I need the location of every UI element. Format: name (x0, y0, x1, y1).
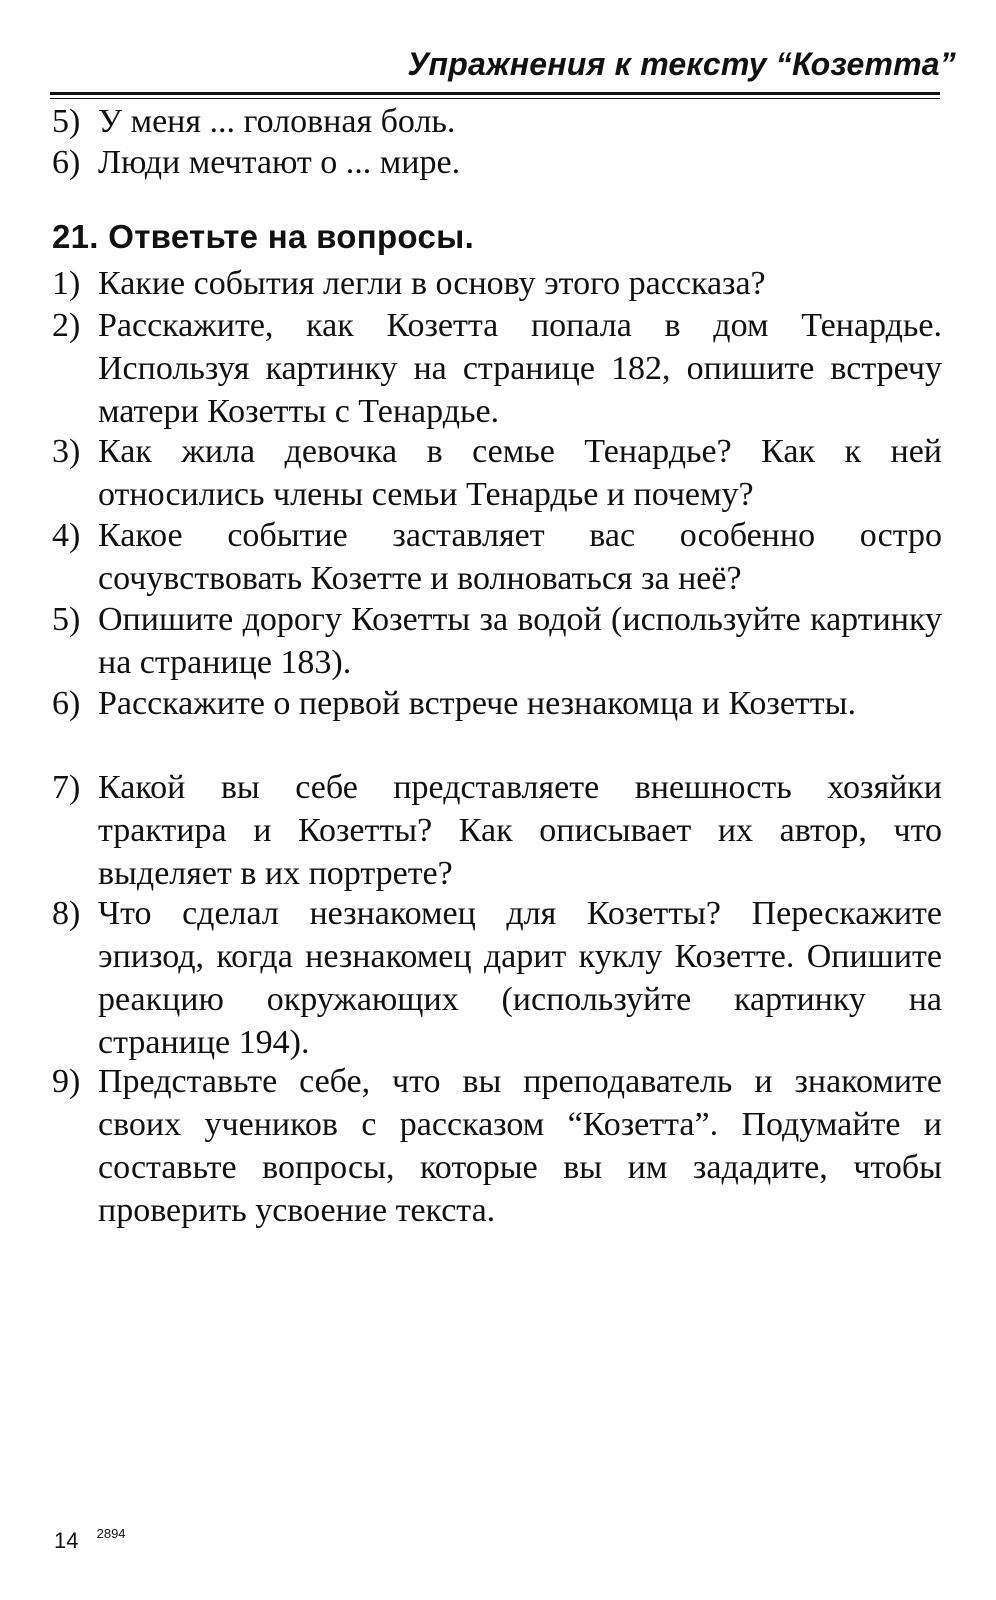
question-number: 5) (52, 601, 81, 638)
question-number: 6) (52, 685, 81, 722)
question-item (52, 262, 942, 305)
question-number: 7) (52, 769, 81, 806)
question-text: Расскажите о первой встрече незнакомца и Козетты. (98, 685, 856, 722)
question-text: Что сделал незнакомец для Козетты? Перескажите эпизод, когда незнакомец дарит куклу Козетте. Опишите реакцию окружающих (используйте картинку на странице 194). (98, 895, 942, 1061)
header-rule-thin (50, 98, 940, 99)
exercise-heading: 21. Ответьте на вопросы. (52, 218, 475, 255)
question-text: Какое событие заставляет вас особенно остро сочувствовать Козетте и волноваться за неё? (98, 517, 942, 597)
print-code: 2894 (96, 1526, 126, 1541)
question-text: Опишите дорогу Козетты за водой (используйте картинку на странице 183). (98, 601, 942, 681)
question-text: Какие события легли в основу этого рассказа? (98, 265, 766, 302)
item-number: 6) (52, 144, 81, 181)
question-text: Как жила девочка в семье Тенардье? Как к ней относились члены семьи Тенардье и почему? (98, 433, 942, 513)
question-number: 1) (52, 265, 81, 302)
question-item (52, 598, 942, 684)
running-head: Упражнения к тексту “Козетта” (407, 46, 956, 82)
question-number: 3) (52, 433, 81, 470)
question-text: Расскажите, как Козетта попала в дом Тенардье. Используя картинку на странице 182, опишите встречу матери Козетты с Тенардье. (98, 307, 942, 430)
question-item (52, 1060, 942, 1232)
question-item (52, 514, 942, 600)
question-item (52, 766, 942, 895)
question-text: Представьте себе, что вы преподаватель и знакомите своих учеников с рассказом “Козетта”. Подумайте и составьте вопросы, которые вы им зададите, чтобы проверить усвоение текста. (98, 1063, 942, 1229)
question-item (52, 430, 942, 516)
item-text: У меня ... головная боль. (98, 103, 456, 140)
header-rule (50, 92, 940, 95)
item-number: 5) (52, 103, 81, 140)
list-item (52, 141, 942, 184)
question-item (52, 892, 942, 1064)
item-text: Люди мечтают о ... мире. (98, 144, 461, 181)
question-item (52, 304, 942, 433)
question-number: 9) (52, 1063, 81, 1100)
question-number: 4) (52, 517, 81, 554)
page-footer (54, 1528, 126, 1554)
list-item (52, 100, 942, 143)
question-text: Какой вы себе представляете внешность хозяйки трактира и Козетты? Как описывает их автор, что выделяет в их портрете? (98, 769, 942, 892)
question-item (52, 682, 942, 725)
page-number: 14 (54, 1528, 79, 1553)
question-number: 2) (52, 307, 81, 344)
question-number: 8) (52, 895, 81, 932)
